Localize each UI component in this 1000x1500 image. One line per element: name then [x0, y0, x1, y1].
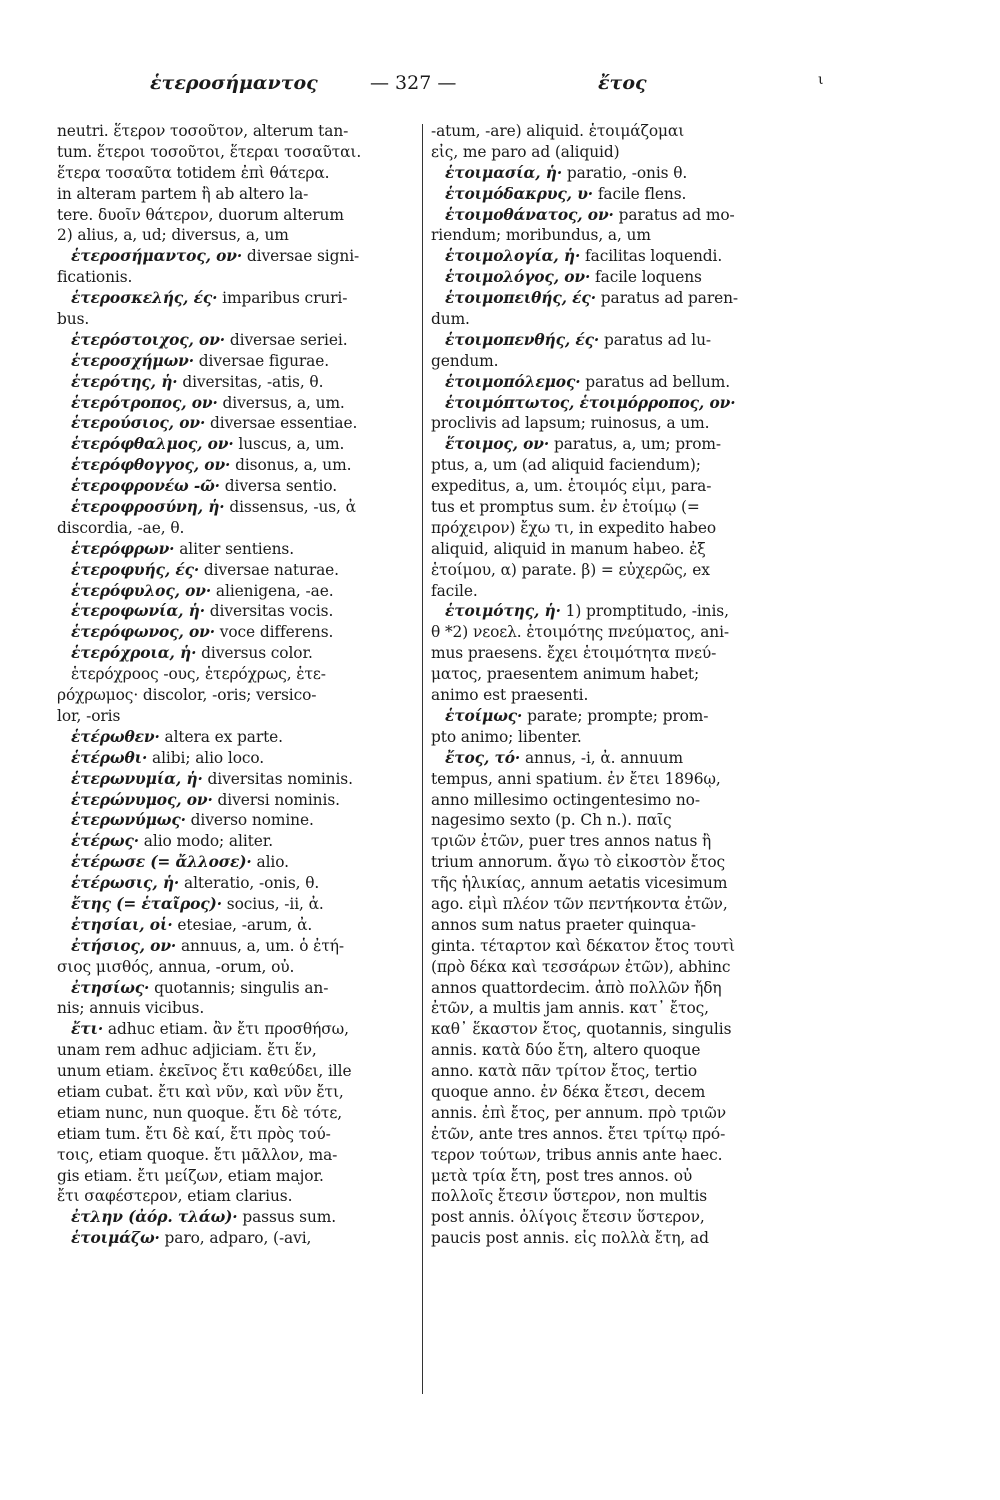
- headword: ἑτοιμοπενθής, ές·: [445, 330, 600, 349]
- headword: ἑτεροφρονέω -ῶ·: [71, 477, 220, 496]
- headword: ἑτέρωθι·: [71, 748, 148, 767]
- entry-text-line: annos sum natus praeter quinqua-: [431, 915, 696, 934]
- entry-headline: ἑτοιμασία, ἡ· paratio, -onis θ.: [445, 163, 688, 182]
- entry-text-line: discordia, -ae, θ.: [57, 518, 185, 537]
- headword: ἔτος, τό·: [445, 748, 521, 767]
- entry-text-line: mus praesens. ἔχει ἑτοιμότητα πνεύ-: [431, 644, 717, 663]
- entry-headline: ἔτος, τό· annus, -i, ἀ. annuum: [445, 748, 684, 767]
- entry-headline: ἑτερόφυλος, ον· alienigena, -ae.: [71, 581, 334, 600]
- entry-text-line: annis. κατὰ δύο ἔτη, altero quoque: [431, 1041, 701, 1060]
- entry-text-line: nagesimo sexto (p. Ch n.). παῖς: [431, 811, 672, 830]
- entry-headline: ἐτησίαι, οἱ· etesiae, -arum, ἀ.: [71, 915, 313, 934]
- entry-headline: ἑτερωνύμως· diverso nomine.: [71, 811, 314, 830]
- headword: ἔτι·: [71, 1020, 104, 1039]
- entry-headline: ἑτεροσήμαντος, ον· diversae signi-: [71, 247, 360, 266]
- entry-text-line: θ *2) νεοελ. ἑτοιμότης πνεύματος, ani-: [431, 623, 730, 642]
- entry-headline: ἑτοιμόδακρυς, υ· facile flens.: [445, 184, 687, 203]
- entry-headline: ἑτοιμοπόλεμος· paratus ad bellum.: [445, 372, 731, 391]
- headword: ἑτερόφυλος, ον·: [71, 581, 212, 600]
- entry-text-line: anno. κατὰ πᾶν τρίτον ἔτος, tertio: [431, 1062, 698, 1081]
- column-divider: [422, 124, 423, 1394]
- entry-headline: ἑτοιμοθάνατος, ον· paratus ad mo-: [445, 205, 735, 224]
- header-headword-left: ἑτεροσήμαντος: [150, 72, 318, 94]
- entry-text-line: etiam nunc, nun quoque. ἔτι δὲ τότε,: [57, 1103, 343, 1122]
- entry-headline: ἑτοίμως· parate; prompte; prom-: [445, 706, 709, 725]
- entry-text-line: post annis. ὀλίγοις ἔτεσιν ὕστερον,: [431, 1208, 705, 1227]
- headword: ἑτερούσιος, ον·: [71, 414, 206, 433]
- entry-headline: ἑτερωνυμία, ἡ· diversitas nominis.: [71, 769, 353, 788]
- entry-headline: ἑτεροσκελής, ές· imparibus cruri-: [71, 289, 348, 308]
- entry-text-line: tere. δυοῖν θάτερον, duorum alterum: [57, 205, 344, 224]
- entry-headline: ἑτέρωθεν· altera ex parte.: [71, 727, 283, 746]
- entry-text-line: dum.: [431, 310, 470, 329]
- entry-headline: ἑτεροφωνία, ἡ· diversitas vocis.: [71, 602, 334, 621]
- entry-headline: ἑτερόχροια, ἡ· diversus color.: [71, 644, 313, 663]
- entry-headline: ἑτεροσχήμων· diversae figurae.: [71, 351, 330, 370]
- entry-text-line: pto animo; libenter.: [431, 727, 582, 746]
- entry-headline: ἑτερότροπος, ον· diversus, a, um.: [71, 393, 345, 412]
- headword: ἑτερόφρων·: [71, 539, 175, 558]
- entry-text-line: anno millesimo octingentesimo no-: [431, 790, 700, 809]
- entry-headline: ἑτεροφυής, ές· diversae naturae.: [71, 560, 339, 579]
- entry-headline: ἑτερόστοιχος, ον· diversae seriei.: [71, 330, 348, 349]
- entry-text-line: (πρὸ δέκα καὶ τεσσάρων ἐτῶν), abhinc: [431, 957, 731, 976]
- entry-headline: ἑτερότης, ἡ· diversitas, -atis, θ.: [71, 372, 324, 391]
- headword: ἑτοιμοθάνατος, ον·: [445, 205, 614, 224]
- headword: ἑτοιμοπειθής, ές·: [445, 289, 596, 308]
- entry-text-line: bus.: [57, 310, 90, 329]
- entry-text-line: τοις, etiam quoque. ἔτι μᾶλλον, ma-: [57, 1145, 338, 1164]
- headword: ἑτερόστοιχος, ον·: [71, 330, 226, 349]
- entry-text-line: annis. ἐπὶ ἔτος, per annum. πρὸ τριῶν: [431, 1103, 726, 1122]
- running-header: [0, 72, 1000, 104]
- entry-text-line: ginta. τέταρτον καὶ δέκατον ἔτος τουτὶ: [431, 936, 735, 955]
- entry-text-line: σιος μισθός, annua, -orum, οὐ.: [57, 957, 295, 976]
- headword: ἑτοιμόπτωτος, ἑτοιμόρροπος, ον·: [445, 393, 736, 412]
- entry-text-line: etiam tum. ἔτι δὲ καί, ἔτι πρὸς τού-: [57, 1124, 331, 1143]
- entry-headline: ἑτερώνυμος, ον· diversi nominis.: [71, 790, 340, 809]
- entry-text-line: ματος, praesentem animum habet;: [431, 665, 700, 684]
- headword: ἑτερόφθογγος, ον·: [71, 456, 231, 475]
- headword: ἑτέρωσε (= ἄλλοσε)·: [71, 853, 252, 872]
- entry-text-line: facile.: [431, 581, 478, 600]
- entry-headline: ἑτοιμολογία, ἡ· facilitas loquendi.: [445, 247, 723, 266]
- headword: ἑτοίμως·: [445, 706, 523, 725]
- entry-text-line: etiam cubat. ἔτι καὶ νῦν, καὶ νῦν ἔτι,: [57, 1082, 344, 1101]
- entry-headline: ἑτερόφθαλμος, ον· luscus, a, um.: [71, 435, 345, 454]
- headword: ἑτερόφωνος, ον·: [71, 623, 215, 642]
- headword: ἐτλην (ἀόρ. τλάω)·: [71, 1208, 238, 1227]
- entry-text-line: neutri. ἕτερον τοσοῦτον, alterum tan-: [57, 122, 349, 140]
- entry-text-line: annos quattordecim. ἀπὸ πολλῶν ἤδη: [431, 978, 722, 997]
- headword: ἑτεροφυής, ές·: [71, 560, 200, 579]
- headword: ἑτεροφωνία, ἡ·: [71, 602, 205, 621]
- headword: ἑτοιμάζω·: [71, 1229, 160, 1248]
- entry-text-line: tus et promptus sum. ἐν ἑτοίμῳ (=: [431, 498, 700, 517]
- entry-headline: ἑτέρως· alio modo; aliter.: [71, 832, 274, 851]
- headword: ἑτεροσήμαντος, ον·: [71, 247, 243, 266]
- entry-headline: ἑτερούσιος, ον· diversae essentiae.: [71, 414, 358, 433]
- headword: ἐτησίαι, οἱ·: [71, 915, 173, 934]
- entry-headline: ἑτεροφρονέω -ῶ· diversa sentio.: [71, 477, 338, 496]
- headword: ἑτεροσκελής, ές·: [71, 289, 218, 308]
- headword: ἑτέρως·: [71, 832, 139, 851]
- entry-headline: ἑτεροφροσύνη, ἡ· dissensus, -us, ἀ: [71, 498, 356, 517]
- page-number: — 327 —: [370, 72, 457, 94]
- headword: ἐτησίως·: [71, 978, 150, 997]
- entry-headline: ἕτοιμος, ον· paratus, a, um; prom-: [445, 435, 722, 454]
- entry-headline: ἑτοιμότης, ἡ· 1) promptitudo, -inis,: [445, 602, 729, 621]
- entry-text-line: τριῶν ἐτῶν, puer tres annos natus ἢ: [431, 832, 712, 851]
- entry-text-line: proclivis ad lapsum; ruinosus, a um.: [431, 414, 710, 433]
- entry-headline: ἑτοιμοπενθής, ές· paratus ad lu-: [445, 330, 711, 349]
- headword: ἑτοιμόδακρυς, υ·: [445, 184, 594, 203]
- entry-text-line: ἐτῶν, a multis jam annis. κατ᾽ ἔτος,: [431, 999, 709, 1018]
- headword: ἐτήσιος, ον·: [71, 936, 177, 955]
- entry-text-line: πρόχειρον) ἔχω τι, in expedito habeo: [431, 518, 716, 537]
- entry-text-line: tempus, anni spatium. ἐν ἔτει 1896ῳ,: [431, 769, 721, 788]
- entry-headline: [431, 393, 808, 414]
- entry-text-line: unum etiam. ἐκεῖνος ἔτι καθεύδει, ille: [57, 1062, 352, 1081]
- headword: ἑτοιμότης, ἡ·: [445, 602, 561, 621]
- entry-text-line: πολλοῖς ἔτεσιν ὕστερον, non multis: [431, 1187, 708, 1206]
- entry-text-line: lor, -oris: [57, 706, 121, 725]
- headword: ἑτερώνυμος, ον·: [71, 790, 213, 809]
- entry-headline: ἐτησίως· quotannis; singulis an-: [71, 978, 329, 997]
- entry-text-line: εἰς, me paro ad (aliquid): [431, 142, 620, 161]
- entry-text-line: paucis post annis. εἰς πολλὰ ἔτη, ad: [431, 1229, 709, 1248]
- entry-headline: ἑτέρωσις, ἡ· alteratio, -onis, θ.: [71, 874, 320, 893]
- entry-text-line: ρόχρωμος· discolor, -oris; versico-: [57, 686, 317, 705]
- headword: ἑτοιμολόγος, ον·: [445, 268, 591, 287]
- entry-text-line: ἕτερα τοσαῦτα totidem ἐπὶ θάτερα.: [57, 163, 330, 182]
- entry-headline: ἑτερόχροος -ους, ἑτερόχρως, ἑτε-: [71, 665, 326, 684]
- entry-text-line: nis; annuis vicibus.: [57, 999, 205, 1018]
- headword: ἑτεροσχήμων·: [71, 351, 194, 370]
- headword: ἑτοιμοπόλεμος·: [445, 372, 581, 391]
- entry-text-line: ἔτι σαφέστερον, etiam clarius.: [57, 1187, 293, 1206]
- entry-text-line: in alteram partem ἢ ab altero la-: [57, 184, 309, 203]
- entry-text-line: τερον τούτων, tribus annis ante haec.: [431, 1145, 723, 1164]
- entry-text-line: trium annorum. ἄγω τὸ εἰκοστὸν ἔτος: [431, 853, 726, 872]
- entry-headline: ἑτοιμάζω· paro, adparo, (-avi,: [71, 1229, 312, 1248]
- entry-headline: ἔτης (= ἑταῖρος)· socius, -ii, ἀ.: [71, 894, 324, 913]
- entry-headline: ἑτοιμολόγος, ον· facile loquens: [445, 268, 702, 287]
- entry-text-line: ἐτῶν, ante tres annos. ἔτει τρίτῳ πρό-: [431, 1124, 726, 1143]
- headword: ἑτερότης, ἡ·: [71, 372, 178, 391]
- right-column: [431, 121, 808, 1249]
- left-column: [57, 121, 421, 1249]
- entry-text-line: riendum; moribundus, a, um: [431, 226, 651, 245]
- header-headword-right: ἔτος: [598, 72, 647, 94]
- entry-text-line: gendum.: [431, 351, 499, 370]
- entry-text-line: unam rem adhuc adjiciam. ἔτι ἕν,: [57, 1041, 317, 1060]
- entry-text-line: animo est praesenti.: [431, 686, 589, 705]
- headword: ἑτέρωσις, ἡ·: [71, 874, 180, 893]
- headword: ἕτοιμος, ον·: [445, 435, 550, 454]
- entry-headline: ἑτέρωθι· alibi; alio loco.: [71, 748, 265, 767]
- entry-headline: ἑτερόφρων· aliter sentiens.: [71, 539, 295, 558]
- entry-headline: ἑτερόφωνος, ον· voce differens.: [71, 623, 334, 642]
- entry-headline: ἐτλην (ἀόρ. τλάω)· passus sum.: [71, 1208, 337, 1227]
- headword: ἔτης (= ἑταῖρος)·: [71, 894, 222, 913]
- entry-text-line: καθ᾽ ἕκαστον ἔτος, quotannis, singulis: [431, 1020, 732, 1039]
- entry-text-line: tum. ἕτεροι τοσοῦτοι, ἕτεραι τοσαῦται.: [57, 142, 362, 161]
- headword: ἑτοιμολογία, ἡ·: [445, 247, 581, 266]
- entry-text-line: expeditus, a, um. ἑτοιμός εἰμι, para-: [431, 477, 712, 496]
- entry-text-line: aliquid, aliquid in manum habeo. ἐξ: [431, 539, 706, 558]
- headword: ἑτερότροπος, ον·: [71, 393, 218, 412]
- entry-text-line: gis etiam. ἔτι μείζων, etiam major.: [57, 1166, 324, 1185]
- headword: ἑτοιμασία, ἡ·: [445, 163, 563, 182]
- headword: ἑτέρωθεν·: [71, 727, 160, 746]
- entry-headline: ἑτερόφθογγος, ον· disonus, a, um.: [71, 456, 352, 475]
- entry-text-line: quoque anno. ἐν δέκα ἔτεσι, decem: [431, 1082, 706, 1101]
- headword: ἑτεροφροσύνη, ἡ·: [71, 498, 225, 517]
- headword: ἑτερόχροια, ἡ·: [71, 644, 197, 663]
- headword: ἑτερόφθαλμος, ον·: [71, 435, 234, 454]
- entry-text-line: ptus, a, um (ad aliquid faciendum);: [431, 456, 701, 475]
- entry-headline: ἔτι· adhuc etiam. ἂν ἔτι προσθήσω,: [71, 1020, 349, 1039]
- entry-text-line: ficationis.: [57, 268, 133, 287]
- headword: ἑτερωνύμως·: [71, 811, 186, 830]
- entry-text-line: 2) alius, a, ud; diversus, a, um: [57, 226, 289, 245]
- entry-text-line: ago. εἰμὶ πλέον τῶν πεντήκοντα ἐτῶν,: [431, 894, 728, 913]
- entry-text-line: ἑτοίμου, α) parate. β) = εὐχερῶς, ex: [431, 560, 710, 579]
- entry-text-line: τῆς ἡλικίας, annum aetatis vicesimum: [431, 874, 728, 893]
- entry-text-line: μετὰ τρία ἔτη, post tres annos. οὐ: [431, 1166, 693, 1185]
- headword: ἑτερωνυμία, ἡ·: [71, 769, 203, 788]
- entry-headline: ἐτήσιος, ον· annuus, a, um. ὁ ἐτή-: [71, 936, 344, 955]
- entry-text-line: -atum, -are) aliquid. ἑτοιμάζομαι: [431, 122, 685, 140]
- entry-headline: ἑτέρωσε (= ἄλλοσε)· alio.: [71, 853, 289, 872]
- entry-headline: ἑτοιμοπειθής, ές· paratus ad paren-: [445, 289, 739, 308]
- corner-mark: ι: [818, 72, 824, 88]
